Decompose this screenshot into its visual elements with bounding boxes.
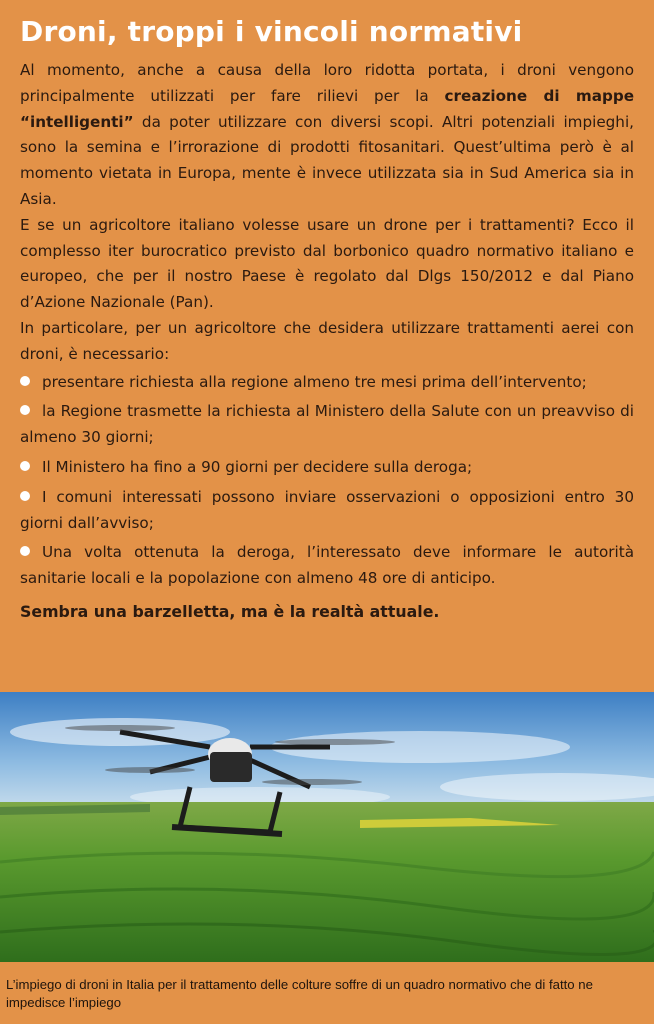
intro-highlight: creazione di mappe “intelligenti” xyxy=(20,86,634,131)
bullet-icon xyxy=(20,405,30,415)
list-item xyxy=(20,399,634,451)
paragraph-intro xyxy=(20,58,634,213)
list-item xyxy=(20,370,634,396)
paragraph-requirements: In particolare, per un agricoltore che desidera utilizzare trattamenti aerei con droni, è necessario: xyxy=(20,318,634,363)
list-item xyxy=(20,455,634,481)
list-item-text: Il Ministero ha fino a 90 giorni per decidere sulla deroga; xyxy=(42,457,473,476)
bullet-icon xyxy=(20,461,30,471)
bullet-icon xyxy=(20,491,30,501)
paragraph-question: E se un agricoltore italiano volesse usare un drone per i trattamenti? Ecco il complesso iter burocratico previsto dal borbonico quadro normativo italiano e europeo, che per il nostro Paese è regolato dal Dlgs 150/2012 e dal Piano d’Azione Nazionale (Pan). xyxy=(20,215,634,312)
drone-field-illustration xyxy=(0,692,654,962)
list-item xyxy=(20,540,634,592)
bullet-icon xyxy=(20,546,30,556)
requirements-list xyxy=(20,370,634,592)
closing-statement: Sembra una barzelletta, ma è la realtà attuale. xyxy=(20,601,440,621)
bullet-icon xyxy=(20,376,30,386)
intro-text-end: da poter utilizzare con diversi scopi. Altri potenziali impieghi, sono la semina e l’irrorazione di prodotti fitosanitari. Quest’ultima però è al momento vietata in Europa, mente è invece utilizzata sia in Sud America sia in Asia. xyxy=(20,112,634,208)
drone-photo xyxy=(0,692,654,962)
article-title: Droni, troppi i vincoli normativi xyxy=(20,15,523,48)
intro-text-start: Al momento, anche a causa della loro ridotta portata, i droni vengono principalmente utilizzati per fare rilievi per la xyxy=(20,61,634,105)
list-item xyxy=(20,485,634,537)
photo-caption: L’impiego di droni in Italia per il trattamento delle colture soffre di un quadro normativo che di fatto ne impedisce l’impiego xyxy=(6,977,593,1010)
list-item-text: Una volta ottenuta la deroga, l’interessato deve informare le autorità sanitarie locali e la popolazione con almeno 48 ore di anticipo. xyxy=(20,543,634,588)
list-item-text: la Regione trasmette la richiesta al Ministero della Salute con un preavviso di almeno 30 giorni; xyxy=(20,402,634,447)
caption-box xyxy=(0,962,654,1024)
list-item-text: I comuni interessati possono inviare osservazioni o opposizioni entro 30 giorni dall’avviso; xyxy=(20,487,634,532)
list-item-text: presentare richiesta alla regione almeno tre mesi prima dell’intervento; xyxy=(42,372,587,391)
